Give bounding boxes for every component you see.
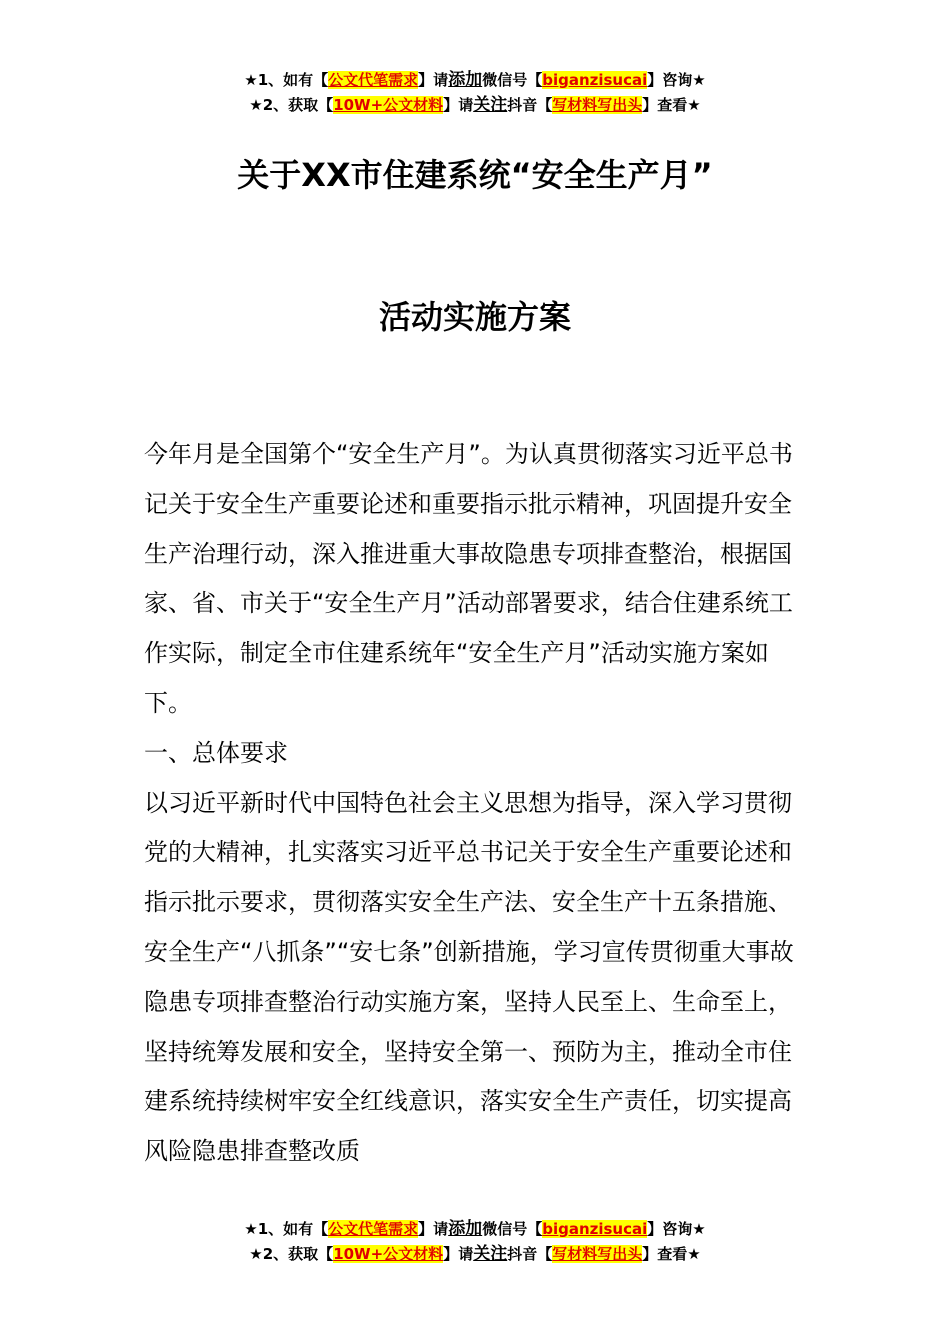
star-icon: ★ bbox=[692, 71, 706, 89]
banner-text: 抖音【 bbox=[507, 96, 553, 114]
banner-text: 】咨询 bbox=[647, 1220, 693, 1238]
paragraph-requirements: 以习近平新时代中国特色社会主义思想为指导，深入学习贯彻党的大精神，扎实落实习近平总书记关于安全生产重要论述和指示批示要求，贯彻落实安全生产法、安全生产十五条措施、安全生产“八抓条”“安七条”创新措施，学习宣传贯彻重大事故隐患专项排查整治行动实施方案，坚持人民至上、生命至上，坚持统筹发展和安全，坚持安全第一、预防为主，推动全市住建系统持续树牢安全红线意识，落实安全生产责任，切实提高风险隐患排查整改质 bbox=[144, 788, 794, 1166]
header-banner bbox=[0, 68, 950, 118]
star-icon: ★ bbox=[249, 96, 263, 114]
banner-text: 2、获取【 bbox=[262, 1245, 334, 1263]
banner-text: 2、获取【 bbox=[262, 96, 334, 114]
section-heading: 一、总体要求 bbox=[144, 738, 288, 767]
star-icon: ★ bbox=[692, 1220, 706, 1238]
footer-banner bbox=[0, 1217, 950, 1267]
underline-text: 关注 bbox=[473, 95, 508, 115]
underline-text: 关注 bbox=[473, 1244, 508, 1264]
banner-line-1 bbox=[0, 1217, 950, 1242]
star-icon: ★ bbox=[687, 96, 701, 114]
star-icon: ★ bbox=[687, 1245, 701, 1263]
wechat-id: biganzisucai bbox=[542, 1220, 648, 1238]
banner-text: 】请 bbox=[418, 71, 449, 89]
douyin-id: 写材料写出头 bbox=[552, 1245, 643, 1263]
banner-text: 1、如有【 bbox=[257, 1220, 329, 1238]
banner-text: 1、如有【 bbox=[257, 71, 329, 89]
banner-text: 微信号【 bbox=[482, 71, 543, 89]
highlight-text: 公文代笔需求 bbox=[328, 1220, 419, 1238]
banner-line-1 bbox=[0, 68, 950, 93]
document-title-line-1: 关于XX市住建系统“安全生产月” bbox=[237, 156, 713, 194]
star-icon: ★ bbox=[244, 1220, 258, 1238]
banner-text: 】咨询 bbox=[647, 71, 693, 89]
banner-text: 】请 bbox=[418, 1220, 449, 1238]
wechat-id: biganzisucai bbox=[542, 71, 648, 89]
star-icon: ★ bbox=[244, 71, 258, 89]
star-icon: ★ bbox=[249, 1245, 263, 1263]
douyin-id: 写材料写出头 bbox=[552, 96, 643, 114]
paragraph-intro: 今年月是全国第个“安全生产月”。为认真贯彻落实习近平总书记关于安全生产重要论述和重要指示批示精神，巩固提升安全生产治理行动，深入推进重大事故隐患专项排查整治，根据国家、省、市关于“安全生产月”活动部署要求，结合住建系统工作实际，制定全市住建系统年“安全生产月”活动实施方案如下。 bbox=[144, 440, 793, 717]
banner-line-2 bbox=[0, 93, 950, 118]
document-body bbox=[144, 430, 809, 1177]
banner-text: 】请 bbox=[443, 1245, 474, 1263]
banner-text: 】查看 bbox=[642, 1245, 688, 1263]
document-title-line-2: 活动实施方案 bbox=[378, 298, 571, 336]
highlight-text: 10W+公文材料 bbox=[333, 96, 444, 114]
banner-text: 】请 bbox=[443, 96, 474, 114]
banner-text: 微信号【 bbox=[482, 1220, 543, 1238]
underline-text: 添加 bbox=[448, 70, 483, 90]
underline-text: 添加 bbox=[448, 1219, 483, 1239]
highlight-text: 10W+公文材料 bbox=[333, 1245, 444, 1263]
highlight-text: 公文代笔需求 bbox=[328, 71, 419, 89]
banner-text: 】查看 bbox=[642, 96, 688, 114]
banner-line-2 bbox=[0, 1242, 950, 1267]
banner-text: 抖音【 bbox=[507, 1245, 553, 1263]
